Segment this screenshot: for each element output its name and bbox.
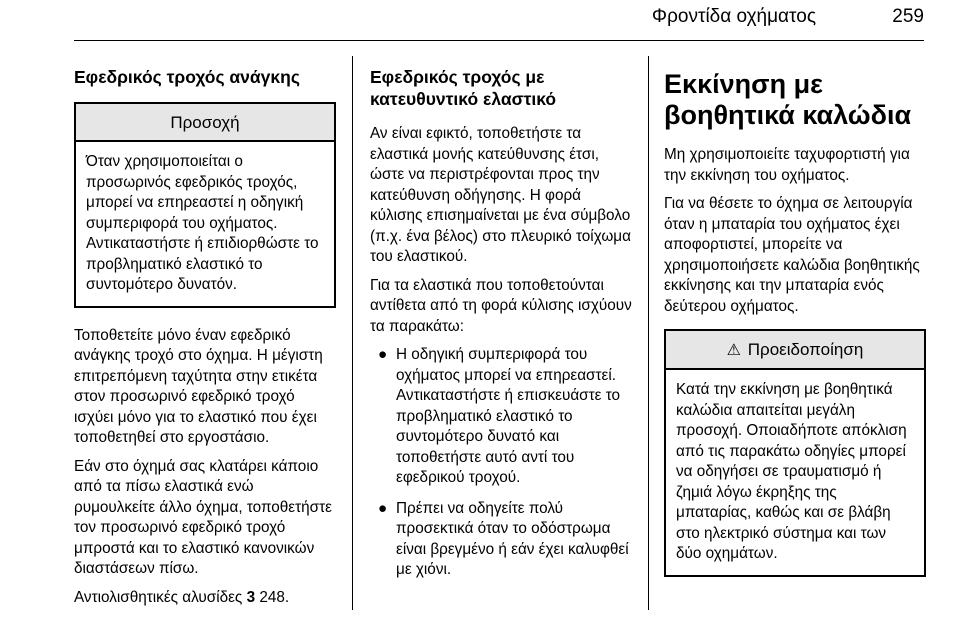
paragraph: Εάν στο όχημά σας κλατάρει κάποιο από τα πίσω ελαστικά ενώ ρυμουλκείτε άλλο όχημα, τοποθετήστε τον προσωρινό εφεδρικό τροχό μπροστά και το ελαστικό κανονικών διαστάσεων πίσω. bbox=[74, 457, 332, 577]
paragraph: Αν είναι εφικτό, τοποθετήστε τα ελαστικά μονής κατεύθυνσης έτσι, ώστε να περιστρέφονται προς την κατεύθυνση οδήγησης. Η φορά κύλισης επισημαίνεται με ένα σύμβολο (π.χ. ένα βέλος) στο πλευρικό τοίχωμα του ελαστικού. bbox=[370, 125, 631, 265]
arrow-icon: 3 bbox=[246, 588, 256, 606]
list-item: ● Πρέπει να οδηγείτε πολύ προσεκτικά όταν το οδόστρωμα είναι βρεγμένο ή εάν έχει καλυφθεί με χιόνι. bbox=[378, 499, 629, 578]
warning-box bbox=[664, 329, 926, 577]
column-2 bbox=[370, 56, 634, 591]
cross-reference-page[interactable]: 248. bbox=[259, 588, 290, 606]
caution-box bbox=[74, 102, 336, 308]
paragraph: Για να θέσετε το όχημα σε λειτουργία όταν η μπαταρία του οχήματος έχει αποφορτιστεί, μπορείτε να χρησιμοποιήσετε καλώδια βοηθητικής εκκίνησης και την μπαταρία ενός δεύτερου οχήματος. bbox=[664, 195, 920, 315]
column-separator bbox=[648, 56, 649, 610]
warning-text: Κατά την εκκίνηση με βοηθητικά καλώδια απαιτείται μεγάλη προσοχή. Οποιαδήποτε απόκλιση από τις παρακάτω οδηγίες μπορεί να οδηγήσει σε τραυματισμό ή ζημιά λόγω έκρηξης της μπαταρίας, καθώς και σε βλάβη στο ηλεκτρικό σύστημα και των δύο οχημάτων. bbox=[676, 381, 907, 562]
paragraph: Μη χρησιμοποιείτε ταχυφορτιστή για την εκκίνηση του οχήματος. bbox=[664, 146, 910, 184]
cross-reference bbox=[74, 588, 336, 609]
section-heading-spare-wheel: Εφεδρικός τροχός ανάγκης bbox=[74, 67, 300, 87]
paragraph: Για τα ελαστικά που τοποθετούνται αντίθετα από τη φορά κύλισης ισχύουν τα παρακάτω: bbox=[370, 276, 632, 335]
page-number: 259 bbox=[892, 6, 924, 27]
cross-reference-text: Αντιολισθητικές αλυσίδες bbox=[74, 588, 243, 606]
column-3 bbox=[664, 56, 926, 595]
column-1 bbox=[74, 56, 336, 616]
column-separator bbox=[352, 56, 353, 610]
bullet-list bbox=[370, 345, 634, 581]
header-rule bbox=[74, 40, 924, 41]
bullet-icon: ● bbox=[378, 499, 388, 517]
bullet-icon: ● bbox=[378, 346, 388, 363]
warning-header bbox=[666, 331, 924, 370]
caution-title: Προσοχή bbox=[76, 104, 334, 142]
warning-triangle-icon: ⚠ bbox=[726, 342, 742, 359]
warning-title: Προειδοποίηση bbox=[747, 340, 864, 359]
section-heading-jump-start: Εκκίνηση με βοηθητικά καλώδια bbox=[664, 69, 912, 130]
section-heading-directional-tyres: Εφεδρικός τροχός με κατευθυντικό ελαστικό bbox=[370, 67, 557, 109]
caution-text: Όταν χρησιμοποιείται ο προσωρινός εφεδρικός τροχός, μπορεί να επηρεαστεί η οδηγική συμπεριφορά του οχήματος. Αντικαταστήστε ή επιδιορθώστε το προβληματικό ελαστικό το συντομότερο δυνατόν. bbox=[86, 153, 319, 293]
running-header-title: Φροντίδα οχήματος bbox=[651, 6, 816, 27]
list-item: ● Η οδηγική συμπεριφορά του οχήματος μπορεί να επηρεαστεί. Αντικαταστήστε ή επισκευάστε το προβληματικό ελαστικό το συντομότερο δυνατό και τοποθετήστε αυτό αντί του εφεδρικού τροχού. bbox=[378, 346, 621, 486]
paragraph: Τοποθετείτε μόνο έναν εφεδρικό ανάγκης τροχό στο όχημα. Η μέγιστη επιτρεπόμενη ταχύτητα στην ετικέτα στον προσωρινό εφεδρικό τροχό ισχύει μόνο για το ελαστικό που έχει τοποθετηθεί στο εργοστάσιο. bbox=[74, 326, 323, 446]
